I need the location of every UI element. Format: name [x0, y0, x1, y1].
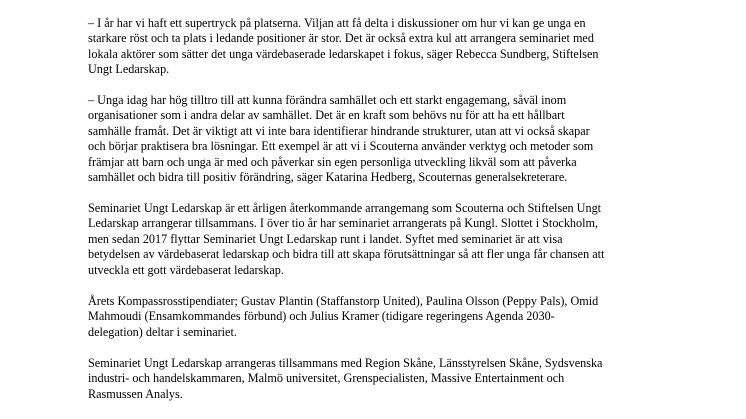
text-line: utveckla ett gott värdebaserat ledarskap. — [88, 262, 284, 277]
text-line: – I år har vi haft ett supertryck på platserna. Viljan att få delta i diskussioner om hur vi kan ge unga en — [88, 16, 586, 30]
text-line: Mahmoudi (Ensamkommandes förbund) och Julius Kramer (tidigare regeringens Agenda 2030- — [88, 309, 555, 324]
text-line: Rasmussen Analys. — [88, 386, 183, 401]
text-line: samhälle framåt. Det är viktigt att vi inte bara identifierar hindrande strukturer, utan att vi också skapar — [88, 123, 590, 138]
paragraph-seminar-description — [88, 201, 604, 278]
text-line: delegation) deltar i seminariet. — [88, 324, 237, 339]
text-line: betydelsen av värdebaserat ledarskap och bidra till att skapa förutsättningar så att fler unga får chansen att — [88, 247, 605, 262]
text-line: – Unga idag har hög tilltro till att kunna förändra samhället och ett starkt engagemang, såväl inom — [88, 93, 567, 107]
text-line: starkare röst och ta plats i ledande positioner är stor. Det är också extra kul att arrangera seminariet med — [88, 31, 594, 46]
paragraph-stipendiater — [88, 294, 598, 340]
text-line: Ungt Ledarskap. — [88, 62, 170, 77]
text-line: samhället och bidra till positiv förändring, säger Katarina Hedberg, Scouternas generalsekreterare. — [88, 170, 568, 185]
text-line: lokala aktörer som sätter det unga värdebaserade ledarskapet i fokus, säger Rebecca Sundberg, Stiftelsen — [88, 46, 599, 61]
paragraph-partners — [88, 356, 602, 402]
text-line: men sedan 2017 flyttar Seminariet Ungt Ledarskap runt i landet. Syftet med seminariet är att visa — [88, 231, 563, 246]
text-line: och börjar praktisera bra lösningar. Ett exempel är att vi i Scouterna använder verktyg och metoder som — [88, 139, 594, 154]
text-line: organisationer som i andra delar av samhället. Det är en kraft som behövs nu för att ha ett hållbart — [88, 108, 565, 123]
text-line: Ledarskap arrangerar tillsammans. I över tio år har seminariet arrangerats på Kungl. Slottet i Stockholm, — [88, 216, 599, 231]
text-line: Seminariet Ungt Ledarskap arrangeras tillsammans med Region Skåne, Länsstyrelsen Skåne, Sydsvenska — [88, 356, 603, 370]
paragraph-katarina-quote — [88, 93, 593, 185]
text-line: industri- och handelskammaren, Malmö universitet, Grenspecialisten, Massive Entertainment och — [88, 371, 565, 386]
text-line: Seminariet Ungt Ledarskap är ett årligen återkommande arrangemang som Scouterna och Stiftelsen Ungt — [88, 201, 602, 215]
text-line: Årets Kompassrosstipendiater; Gustav Plantin (Staffanstorp United), Paulina Olsson (Peppy Pals), Omid — [88, 294, 599, 308]
paragraph-rebecca-quote — [88, 16, 598, 78]
text-line: främjar att barn och unga är med och påverkar sin egen personliga utveckling likväl som att påverka — [88, 154, 577, 169]
